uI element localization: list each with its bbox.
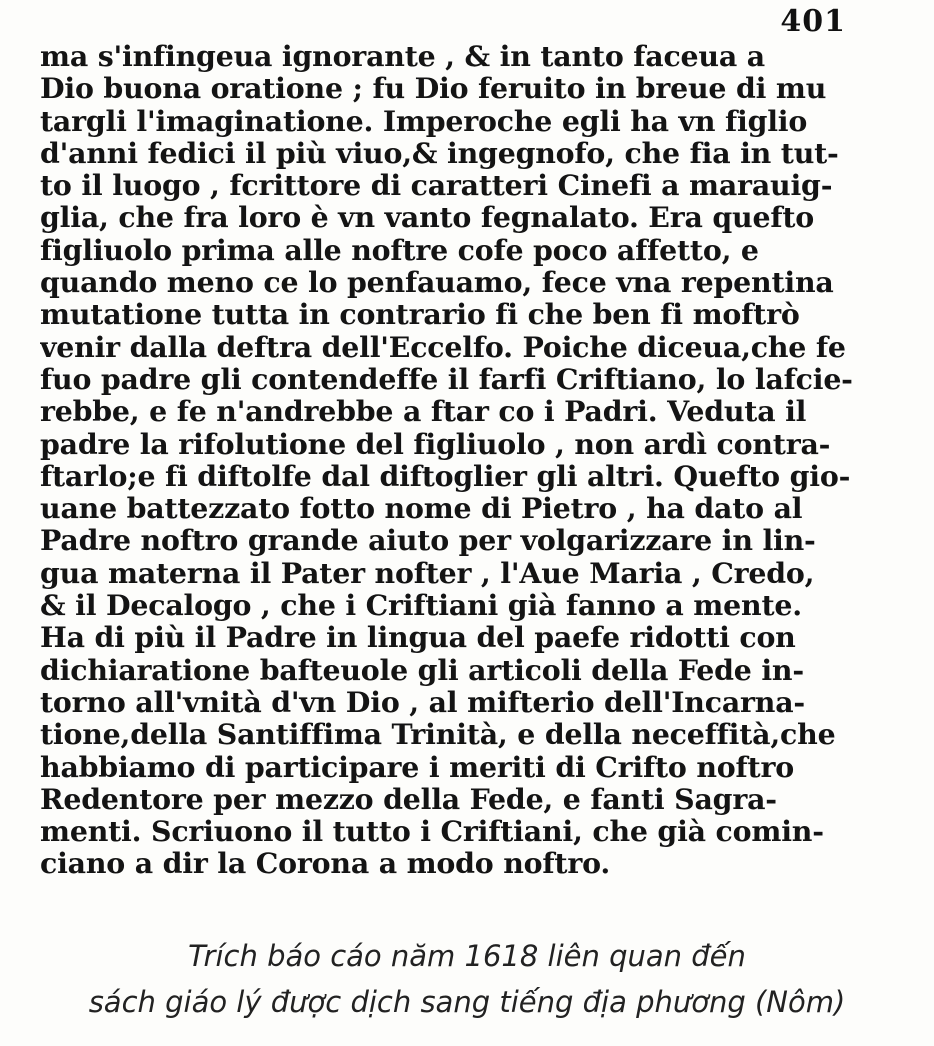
text-line: gua materna il Pater nofter , l'Aue Maria , Credo, <box>40 556 815 590</box>
text-line: quando meno ce lo penfauamo, fece vna repentina <box>40 266 834 299</box>
text-line: & il Decalogo , che i Criftiani già fanno a mente. <box>40 589 802 622</box>
text-line: ma s'infingeua ignorante , & in tanto faceua a <box>40 40 765 73</box>
text-line: Ha di più il Padre in lingua del paefe ridotti con <box>40 621 796 654</box>
scanned-text-block <box>40 40 900 880</box>
text-line: torno all'vnità d'vn Dio , al mifterio dell'Incarna- <box>40 685 806 719</box>
caption-line-1: Trích báo cáo năm 1618 liên quan đến <box>188 939 746 973</box>
text-line: fuo padre gli contendeffe il farfi Criftiano, lo lafcie- <box>40 362 853 396</box>
text-line: Dio buona oratione ; fu Dio feruito in breue di mu <box>40 72 827 105</box>
text-line: padre la rifolutione del figliuolo , non ardì contra- <box>40 427 831 460</box>
text-line: targli l'imaginatione. Imperoche egli ha vn figlio <box>40 104 808 137</box>
text-line: venir dalla deftra dell'Eccelfo. Poiche diceua,che fe <box>40 330 846 363</box>
text-line: habbiamo di participare i meriti di Crifto noftro <box>40 750 794 783</box>
text-line: ciano a dir la Corona a modo noftro. <box>40 847 611 880</box>
text-line: ftarlo;e fi diftolfe dal diftoglier gli altri. Quefto gio- <box>40 459 851 493</box>
text-line: dichiaratione bafteuole gli articoli della Fede in- <box>40 653 804 686</box>
text-line: d'anni fedici il più viuo,& ingegnofo, che fia in tut- <box>40 136 839 170</box>
text-line: to il luogo , fcrittore di caratteri Cinefi a marauig- <box>40 169 833 202</box>
text-line: glia, che fra loro è vn vanto fegnalato. Era quefto <box>40 201 815 234</box>
text-line: rebbe, e fe n'andrebbe a ftar co i Padri. Veduta il <box>40 395 807 428</box>
image-caption <box>0 933 934 1025</box>
text-line: Redentore per mezzo della Fede, e fanti Sagra- <box>40 782 777 816</box>
text-line: figliuolo prima alle noftre cofe poco affetto, e <box>40 233 759 267</box>
text-line: tione,della Santiffima Trinità, e della neceffità,che <box>40 718 836 751</box>
text-line: mutatione tutta in contrario fi che ben fi moftrò <box>40 298 800 331</box>
text-line: Padre noftro grande aiuto per volgarizzare in lin- <box>40 524 816 557</box>
text-line: uane battezzato fotto nome di Pietro , ha dato al <box>40 492 803 525</box>
caption-line-2: sách giáo lý được dịch sang tiếng địa phương (Nôm) <box>88 985 846 1019</box>
page-number: 401 <box>780 4 846 39</box>
text-line: menti. Scriuono il tutto i Criftiani, che già comin- <box>40 815 824 848</box>
